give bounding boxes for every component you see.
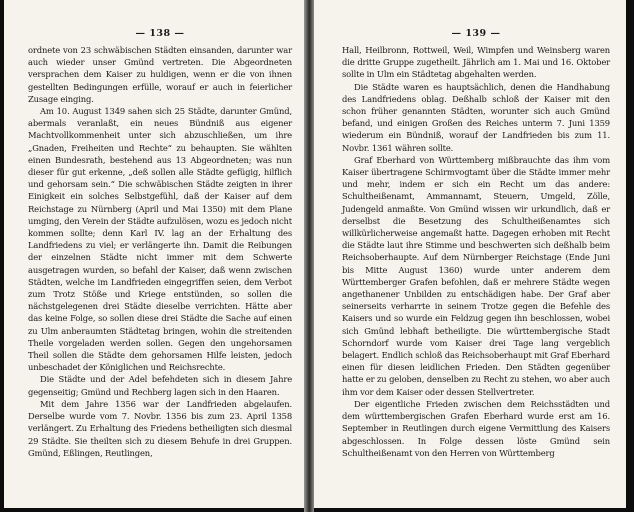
right-page-text [342,44,610,459]
paragraph: Mit dem Jahre 1356 war der Landfrieden abgelaufen. Derselbe wurde vom 7. Novbr. 1356 bis zum 23. April 1358 verlängert. Zu Erhaltung des Friedens betheiligten sich diesmal 29 Städte. Sie theilten sich zu diesem Behufe in drei Gruppen. Gmünd, Eßlingen, Reutlingen, [28,398,292,458]
left-page-text [28,44,292,459]
left-page [4,0,304,508]
paragraph: Graf Eberhard von Württemberg mißbrauchte das ihm vom Kaiser übertragene Schirmvogtamt über die Städte immer mehr und mehr, indem er sich ein Recht um das andere: Schultheißenamt, Ammannamt, Steuern, Umgeld, Zölle, Judengeld anmaßte. Von Gmünd wissen wir urkundlich, daß er derselbst die Besetzung des Schultheißenamtes sich willkürlicherweise angemaßt hatte. Dagegen erhoben mit Recht die Städte laut ihre Stimme und beschwerten sich deßhalb beim Reichsoberhaupte. Auf dem Nürnberger Reichstage (Ende Juni bis Mitte August 1360) wurde unter anderem dem Württemberger Grafen befohlen, daß er mehrere Städte wegen angethanener Unbilden zu entschädigen habe. Der Graf aber seinerseits verharrte in seinem Trotze gegen die Befehle des Kaisers und so wurde ein Feldzug gegen ihn beschlossen, wobei sich Gmünd lebhaft betheiligte. Die württembergische Stadt Schorndorf wurde vom Kaiser drei Tage lang vergeblich belagert. Endlich schloß das Reichsoberhaupt mit Graf Eberhard einen für diesen leidlichen Frieden. Den Städten gegenüber hatte er zu geloben, denselben zu Recht zu stehen, wo aber auch ihm vor dem Kaiser oder dessen Stellvertreter. [342,154,610,397]
book-gutter [304,0,314,512]
paragraph: Hall, Heilbronn, Rottweil, Weil, Wimpfen und Weinsberg waren die dritte Gruppe zugetheilt. Jährlich am 1. Mai und 16. Oktober sollte in Ulm ein Städtetag abgehalten werden. [342,45,610,80]
right-page [314,0,626,508]
paragraph: Die Städte waren es hauptsächlich, denen die Handhabung des Landfriedens oblag. Deßhalb schloß der Kaiser mit den schon früher genannten Städten, worunter sich auch Gmünd befand, und einigen Großen des Reiches unterm 7. Juni 1359 wiederum ein Bündniß, worauf der Landfrieden bis zum 11. Novbr. 1361 währen sollte. [342,81,610,153]
right-page-number: — 139 — [451,28,501,39]
left-page-number: — 138 — [135,28,185,39]
paragraph: Am 10. August 1349 sahen sich 25 Städte, darunter Gmünd, abermals veranlaßt, ein neues Bündniß aus eigener Machtvollkommenheit unter sich abzuschließen, um ihre „Gnaden, Freiheiten und Rechte“ zu behaupten. Sie wählten einen Bundesrath, bestehend aus 13 Abgeordneten; was nun dieser für gut erkenne, „deß sollen alle Städte gefügig, hilflich und gehorsam sein.“ Die schwäbischen Städte zeigten in ihrer Einigkeit ein solches Selbstgefühl, daß der Kaiser auf dem Reichstage zu Nürnberg (April und Mai 1350) mit dem Plane umging, den Verein der Städte aufzulösen, wozu es jedoch nicht kommen sollte; denn Karl IV. lag an der Erhaltung des Landfriedens zu viel; er verlängerte ihn. Damit die Reibungen der einzelnen Städte nicht immer mit dem Schwerte ausgetragen wurden, so befahl der Kaiser, daß wenn zwischen Städten, welche im Landfrieden eingegriffen seien, dem Verbot zum Trotz Stöße und Kriege entstünden, so sollen die nächstgelegenen drei Städte dieselbe verrichten. Hätte aber das keine Folge, so sollen diese drei Städte die Sache auf einen zu Ulm anberaumten Städtetag bringen, wohin die streitenden Theile vorgeladen werden sollen. Gegen den ungehorsamen Theil sollen die Städte dem gehorsamen Hilfe leisten, jedoch unbeschadet der Königlichen und Reichsrechte. [28,106,292,373]
paragraph: Die Städte und der Adel befehdeten sich in diesem Jahre gegenseitig; Gmünd und Rechberg lagen sich in den Haaren. [28,374,292,397]
paragraph: Der eigentliche Frieden zwischen dem Reichsstädten und dem württembergischen Grafen Eberhard wurde erst am 16. September in Reutlingen durch eigene Vermittlung des Kaisers abgeschlossen. In Folge dessen löste Gmünd sein Schultheißenamt von den Herren von Württemberg [342,398,610,458]
paragraph: ordnete von 23 schwäbischen Städten einsanden, darunter war auch wieder unser Gmünd vertreten. Die Abgeordneten versprachen dem Kaiser zu huldigen, wenn er die von ihnen gestellten Bedingungen erfülle, worauf er auch in feierlicher Zusage einging. [28,45,292,104]
